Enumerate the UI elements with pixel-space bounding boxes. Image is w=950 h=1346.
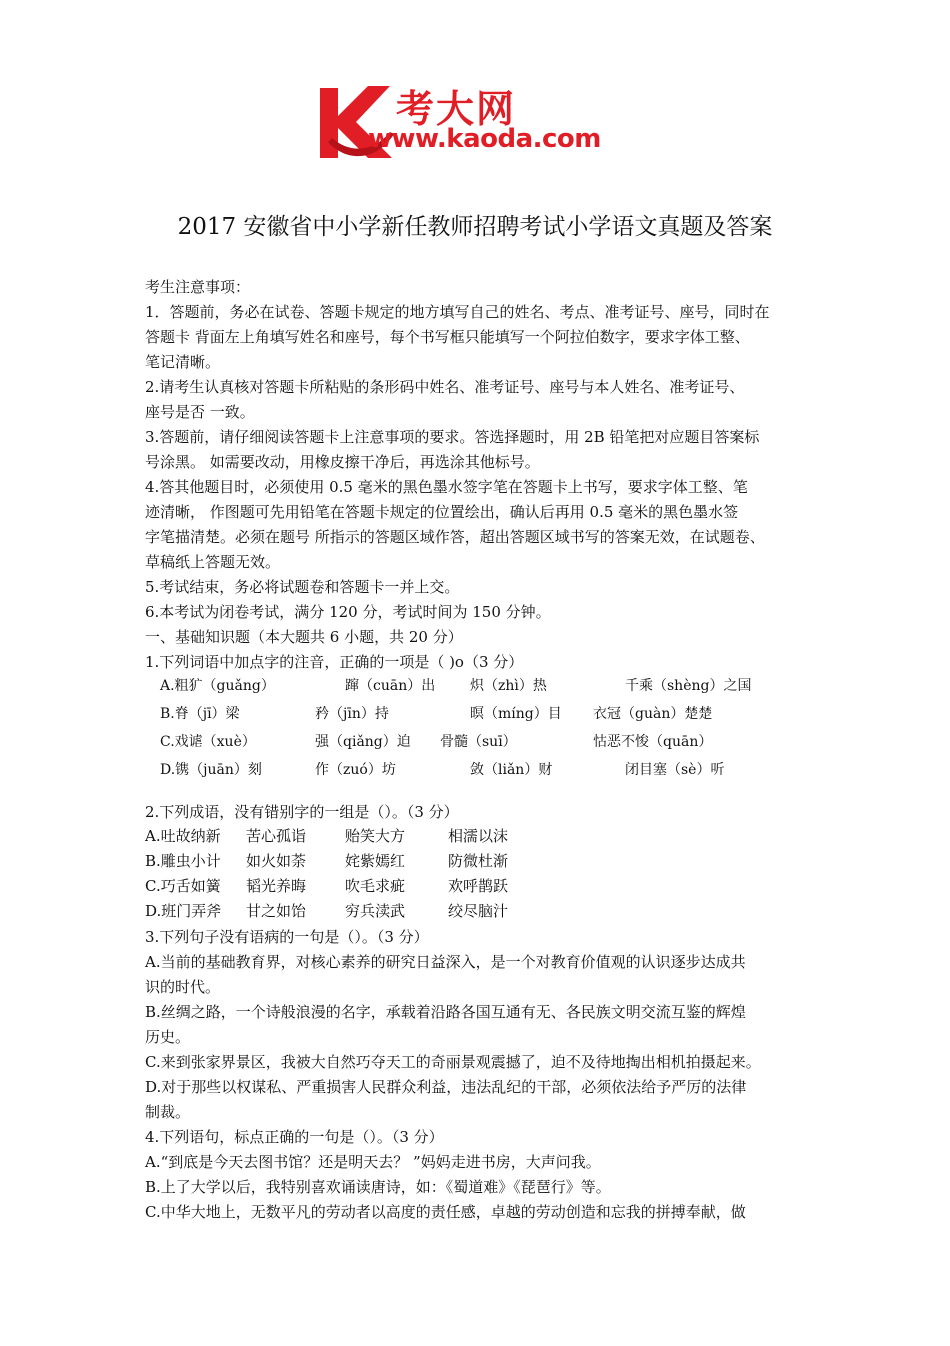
q1-option-row bbox=[145, 731, 825, 759]
q2-option-cell: 防微杜渐 bbox=[448, 852, 509, 870]
document-body bbox=[145, 275, 825, 1225]
q1-option-cell: 炽（zhì）热 bbox=[470, 678, 547, 694]
q2-option-cell: A.吐故纳新 bbox=[145, 827, 221, 845]
notice-line: 3.答题前，请仔细阅读答题卡上注意事项的要求。答选择题时，用 2B 铅笔把对应题目答案标 bbox=[145, 428, 760, 446]
q2-option-cell: 甘之如饴 bbox=[246, 902, 307, 920]
q2-option-cell: 贻笑大方 bbox=[345, 827, 406, 845]
notice-line: 笔记清晰。 bbox=[145, 353, 221, 371]
notice-line: 5.考试结束，务必将试题卷和答题卡一并上交。 bbox=[145, 578, 460, 596]
q2-option-cell: C.巧舌如簧 bbox=[145, 877, 221, 895]
q1-option-cell: 怙恶不悛（quān） bbox=[593, 734, 713, 750]
notice-line: 号涂黑。 如需要改动，用橡皮擦干净后，再选涂其他标号。 bbox=[145, 453, 540, 471]
q2-option-cell: 姹紫嫣红 bbox=[345, 852, 406, 870]
notice-line: 字笔描清楚。必须在题号 所指示的答题区域作答，超出答题区域书写的答案无效，在试题卷、 bbox=[145, 528, 765, 546]
section-heading: 一、基础知识题（本大题共 6 小题，共 20 分） bbox=[145, 628, 463, 646]
kaoda-logo bbox=[316, 80, 646, 162]
q2-option-cell: B.雕虫小计 bbox=[145, 852, 221, 870]
notice-line: 答题卡 背面左上角填写姓名和座号，每个书写框只能填写一个阿拉伯数字，要求字体工整、 bbox=[145, 328, 750, 346]
notice-line: 2.请考生认真核对答题卡所粘贴的条形码中姓名、准考证号、座号与本人姓名、准考证号、 bbox=[145, 378, 745, 396]
q1-option-cell: 暝（míng）目 bbox=[470, 706, 562, 722]
q2-option-cell: D.班门弄斧 bbox=[145, 902, 222, 920]
question-line: A.“到底是今天去图书馆？还是明天去？ ”妈妈走进书房，大声问我。 bbox=[145, 1153, 601, 1171]
question-line: B.丝绸之路，一个诗般浪漫的名字，承载着沿路各国互通有无、各民族文明交流互鉴的辉煌 bbox=[145, 1003, 746, 1021]
q1-option-cell: 蹿（cuān）出 bbox=[345, 678, 436, 694]
q2-option-row bbox=[145, 825, 825, 850]
q2-option-cell: 韬光养晦 bbox=[246, 877, 307, 895]
notice-line: 1．答题前，务必在试卷、答题卡规定的地方填写自己的姓名、考点、准考证号、座号，同时在 bbox=[145, 303, 770, 321]
q2-option-row bbox=[145, 900, 825, 925]
q1-option-cell: D.镌（juān）刻 bbox=[160, 762, 262, 778]
question-4-stem: 4.下列语句，标点正确的一句是（）。（3 分） bbox=[145, 1128, 444, 1146]
notice-line: 迹清晰， 作图题可先用铅笔在答题卡规定的位置绘出，确认后再用 0.5 毫米的黑色墨水签 bbox=[145, 503, 739, 521]
question-line: C.来到张家界景区，我被大自然巧夺天工的奇丽景观震撼了，迫不及待地掏出相机拍摄起来。 bbox=[145, 1053, 761, 1071]
q1-option-cell: B.脊（jī）梁 bbox=[160, 706, 240, 722]
document-title: 2017 安徽省中小学新任教师招聘考试小学语文真题及答案 bbox=[177, 214, 773, 240]
q1-option-cell: 闭目塞（sè）听 bbox=[625, 762, 725, 778]
q1-option-cell: A.粗犷（guǎng） bbox=[160, 678, 275, 694]
q2-option-cell: 穷兵渎武 bbox=[345, 902, 406, 920]
question-1-stem: 1.下列词语中加点字的注音，正确的一项是（ )o（3 分） bbox=[145, 653, 524, 671]
q1-option-row bbox=[145, 759, 825, 787]
question-line: 制裁。 bbox=[145, 1103, 191, 1121]
q2-option-cell: 吹毛求疵 bbox=[345, 877, 406, 895]
q2-option-row bbox=[145, 850, 825, 875]
notice-line: 4.答其他题目时，必须使用 0.5 毫米的黑色墨水签字笔在答题卡上书写，要求字体工整、笔 bbox=[145, 478, 748, 496]
question-2-stem: 2.下列成语，没有错别字的一组是（）。（3 分） bbox=[145, 803, 459, 821]
question-line: 识的时代。 bbox=[145, 978, 221, 996]
question-3-stem: 3.下列句子没有语病的一句是（）。（3 分） bbox=[145, 928, 429, 946]
q1-option-cell: 作（zuó）坊 bbox=[315, 762, 396, 778]
q2-option-row bbox=[145, 875, 825, 900]
q1-option-cell: 敛（liǎn）财 bbox=[470, 762, 553, 778]
question-line: A.当前的基础教育界，对核心素养的研究日益深入，是一个对教育价值观的认识逐步达成共 bbox=[145, 953, 746, 971]
question-line: B.上了大学以后，我特别喜欢诵读唐诗，如：《蜀道难》《琵琶行》等。 bbox=[145, 1178, 611, 1196]
q2-option-cell: 欢呼鹊跃 bbox=[448, 877, 509, 895]
q1-option-row bbox=[145, 675, 825, 703]
notice-line: 6.本考试为闭卷考试，满分 120 分，考试时间为 150 分钟。 bbox=[145, 603, 551, 621]
q1-option-cell: 强（qiǎng）迫 bbox=[315, 734, 411, 750]
q1-option-cell: 矜（jīn）持 bbox=[315, 706, 389, 722]
q2-option-cell: 相濡以沫 bbox=[448, 827, 509, 845]
q2-option-cell: 如火如荼 bbox=[246, 852, 307, 870]
logo-brand-name: 考大网 bbox=[396, 87, 517, 131]
notice-heading: 考生注意事项： bbox=[145, 278, 251, 296]
question-line: D.对于那些以权谋私、严重损害人民群众利益，违法乱纪的干部，必须依法给予严厉的法律 bbox=[145, 1078, 747, 1096]
q2-option-cell: 苦心孤诣 bbox=[246, 827, 307, 845]
question-line: 历史。 bbox=[145, 1028, 191, 1046]
q1-option-cell: 衣冠（guàn）楚楚 bbox=[593, 706, 713, 722]
q1-option-cell: 骨髓（suī） bbox=[440, 734, 517, 750]
question-line: C.中华大地上，无数平凡的劳动者以高度的责任感，卓越的劳动创造和忘我的拼搏奉献，做 bbox=[145, 1203, 746, 1221]
q1-option-cell: C.戏谑（xuè） bbox=[160, 734, 256, 750]
logo-url: www.kaoda.com bbox=[368, 124, 601, 154]
notice-line: 草稿纸上答题无效。 bbox=[145, 553, 281, 571]
q2-option-cell: 绞尽脑汁 bbox=[448, 902, 509, 920]
notice-line: 座号是否 一致。 bbox=[145, 403, 255, 421]
q1-option-row bbox=[145, 703, 825, 731]
q1-option-cell: 千乘（shèng）之国 bbox=[625, 678, 752, 694]
